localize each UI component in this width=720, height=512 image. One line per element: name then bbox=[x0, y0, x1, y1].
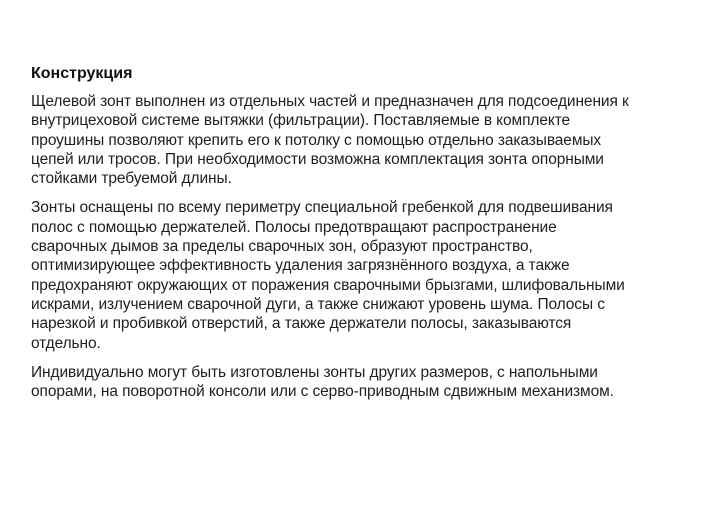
paragraph-line: внутрицеховой системе вытяжки (фильтрации). Поставляемые в комплекте bbox=[31, 112, 571, 130]
section-heading: Конструкция bbox=[31, 65, 133, 82]
paragraph-line: отдельно. bbox=[31, 334, 101, 352]
paragraph-line: нарезкой и пробивкой отверстий, а также держатели полосы, заказываются bbox=[31, 315, 572, 333]
paragraph-line: стойками требуемой длины. bbox=[31, 170, 232, 188]
paragraph-line: Зонты оснащены по всему периметру специальной гребенкой для подвешивания bbox=[31, 199, 613, 217]
paragraph-line: Щелевой зонт выполнен из отдельных частей и предназначен для подсоединения к bbox=[31, 93, 629, 110]
paragraph-line: цепей или тросов. При необходимости возможна комплектация зонта опорными bbox=[31, 150, 604, 168]
paragraph-line: искрами, излучением сварочной дуги, а также снижают уровень шума. Полосы с bbox=[31, 295, 605, 313]
paragraph-line: предохраняют окружающих от поражения сварочными брызгами, шлифовальными bbox=[31, 276, 625, 294]
paragraph-line: Индивидуально могут быть изготовлены зонты других размеров, с напольными bbox=[31, 363, 598, 381]
paragraph-line: сварочных дымов за пределы сварочных зон, образуют пространство, bbox=[31, 238, 533, 256]
paragraph-line: проушины позволяют крепить его к потолку с помощью отдельно заказываемых bbox=[31, 131, 602, 149]
paragraph-strips bbox=[31, 198, 697, 352]
paragraph-line: оптимизирующее эффективность удаления загрязнённого воздуха, а также bbox=[31, 257, 570, 275]
paragraph-construction bbox=[31, 92, 697, 188]
paragraph-line: полос с помощью держателей. Полосы предотвращают распространение bbox=[31, 218, 557, 236]
paragraph-line: опорами, на поворотной консоли или с серво-приводным сдвижным механизмом. bbox=[31, 383, 614, 401]
article-section bbox=[31, 64, 697, 411]
paragraph-custom bbox=[31, 363, 697, 402]
